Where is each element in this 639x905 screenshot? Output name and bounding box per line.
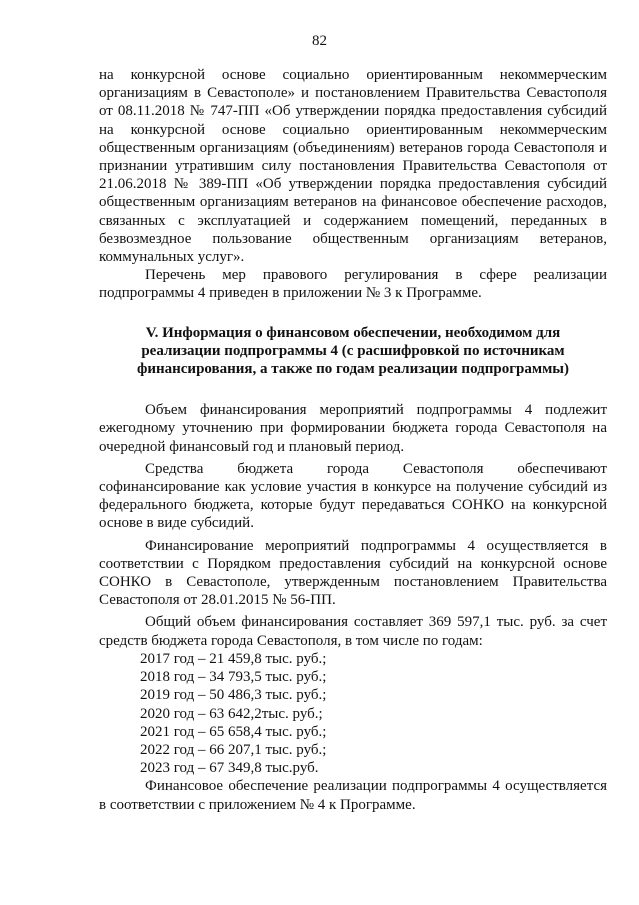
funding-year-item: 2023 год – 67 349,8 тыс.руб.: [140, 760, 319, 777]
section-heading-line: реализации подпрограммы 4 (с расшифровкой по источникам: [141, 342, 565, 359]
paragraph-cofinancing: Средства бюджета города Севастополя обеспечивают софинансирование как условие участия в конкурсе на получение субсидий из федерального бюджета, которые будут передаваться СОНКО на конкурсной основе в виде субсидий.: [99, 460, 607, 532]
section-heading: [99, 324, 607, 379]
funding-year-item: 2017 год – 21 459,8 тыс. руб.;: [140, 650, 327, 667]
page-number: 82: [312, 33, 327, 49]
funding-year-item: 2020 год – 63 642,2тыс. руб.;: [140, 705, 323, 722]
page-content: [99, 66, 607, 814]
paragraph-legal-acts: на конкурсной основе социально ориентированным некоммерческим организациям в Севастополе» и постановлением Правительства Севастополя от 08.11.2018 № 747-ПП «Об утверждении порядка предоставления субсидий на конкурсной основе социально ориентированным некоммерческим общественным организациям (объединениям) ветеранов города Севастополя и признании утратившим силу постановления Правительства Севастополя от 21.06.2018 № 389-ПП «Об утверждении порядка предоставления субсидий общественным организациям ветеранов на финансовое обеспечение расходов, связанных с эксплуатацией и содержанием помещений, переданных в безвозмездное пользование общественным организациям ветеранов, коммунальных услуг».: [99, 67, 607, 266]
funding-year-item: 2019 год – 50 486,3 тыс. руб.;: [140, 687, 327, 704]
funding-year-item: 2021 год – 65 658,4 тыс. руб.;: [140, 723, 327, 740]
paragraph-funding-procedure: Финансирование мероприятий подпрограммы 4 осуществляется в соответствии с Порядком предоставления субсидий на конкурсной основе СОНКО в Севастополе, утвержденным постановлением Правительства Севастополя от 28.01.2015 № 56-ПП.: [99, 537, 607, 609]
paragraph-financial-support: Финансовое обеспечение реализации подпрограммы 4 осуществляется в соответствии с приложением № 4 к Программе.: [99, 778, 607, 813]
paragraph-total-funding: Общий объем финансирования составляет 369 597,1 тыс. руб. за счет средств бюджета города Севастополя, в том числе по годам:: [99, 614, 607, 649]
funding-year-item: 2022 год – 66 207,1 тыс. руб.;: [140, 741, 327, 758]
section-heading-line: финансирования, а также по годам реализации подпрограммы): [136, 361, 570, 378]
paragraph-regulation-list: Перечень мер правового регулирования в сфере реализации подпрограммы 4 приведен в приложении № 3 к Программе.: [99, 267, 607, 302]
paragraph-funding-volume: Объем финансирования мероприятий подпрограммы 4 подлежит ежегодному уточнению при формировании бюджета города Севастополя на очередной финансовый год и плановый период.: [99, 402, 607, 455]
section-heading-line: V. Информация о финансовом обеспечении, необходимом для: [145, 324, 561, 341]
funding-year-item: 2018 год – 34 793,5 тыс. руб.;: [140, 669, 327, 686]
funding-by-year-list: [99, 650, 607, 777]
